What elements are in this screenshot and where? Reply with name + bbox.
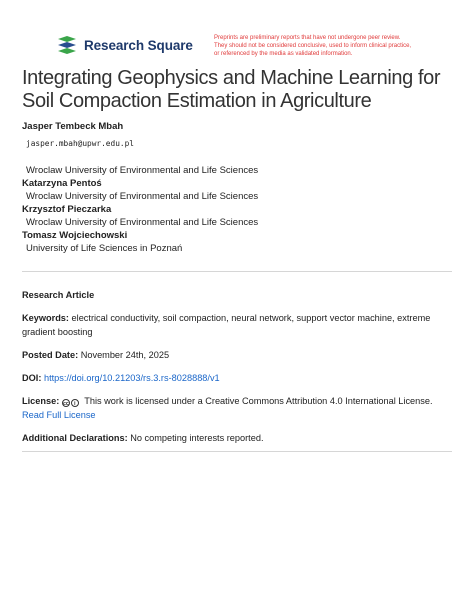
author-name: Katarzyna Pentoś	[22, 178, 102, 189]
keywords-label: Keywords:	[22, 313, 69, 323]
title-line: Soil Compaction Estimation in Agriculture	[22, 90, 372, 112]
disclaimer-line: They should not be considered conclusive, used to inform clinical practice,	[214, 42, 412, 49]
header	[56, 36, 436, 60]
posted-date-value: November 24th, 2025	[78, 350, 170, 360]
additional-declarations	[22, 431, 452, 445]
author-affiliation: University of Life Sciences in Poznań	[26, 243, 183, 254]
author-email[interactable]: jasper.mbah@upwr.edu.pl	[26, 139, 134, 148]
posted-date-label: Posted Date:	[22, 350, 79, 360]
author-affiliation: Wroclaw University of Environmental and Life Sciences	[26, 165, 259, 176]
author-name: Tomasz Wojciechowski	[22, 230, 128, 241]
doi-link[interactable]: https://doi.org/10.21203/rs.3.rs-8028888/v1	[43, 373, 220, 383]
doi-label: DOI:	[22, 373, 42, 383]
research-square-logo-icon	[56, 36, 78, 54]
declarations-value: No competing interests reported.	[127, 433, 264, 443]
license-label: License:	[22, 396, 60, 406]
doi	[22, 371, 452, 385]
keywords-value: electrical conductivity, soil compaction, neural network, support vector machine, extreme	[68, 313, 431, 323]
author-affiliation: Wroclaw University of Environmental and Life Sciences	[26, 191, 259, 202]
article-type	[22, 288, 452, 302]
license-text: This work is licensed under a Creative Commons Attribution 4.0 International License.	[81, 396, 433, 406]
paper-title	[22, 67, 462, 113]
disclaimer-line: Preprints are preliminary reports that have not undergone peer review.	[214, 35, 401, 41]
divider	[22, 271, 452, 272]
author-list	[22, 120, 462, 255]
preprint-disclaimer	[214, 35, 436, 58]
research-square-logo[interactable]	[56, 36, 193, 54]
divider	[22, 451, 452, 452]
keywords	[22, 311, 452, 339]
article-type-label: Research Article	[22, 290, 95, 300]
author-name: Krzysztof Pieczarka	[22, 204, 112, 215]
posted-date	[22, 348, 452, 362]
declarations-label: Additional Declarations:	[22, 433, 128, 443]
title-line: Integrating Geophysics and Machine Learning for	[22, 67, 441, 89]
brand-name: Research Square	[84, 37, 193, 53]
author-affiliation: Wroclaw University of Environmental and Life Sciences	[26, 217, 259, 228]
license	[22, 394, 452, 422]
author-name: Jasper Tembeck Mbah	[22, 121, 124, 132]
creative-commons-icon: cc i	[62, 399, 79, 407]
keywords-value: gradient boosting	[22, 327, 93, 337]
disclaimer-line: or referenced by the media as validated information.	[214, 50, 353, 57]
read-full-license-link[interactable]: Read Full License	[22, 410, 96, 420]
